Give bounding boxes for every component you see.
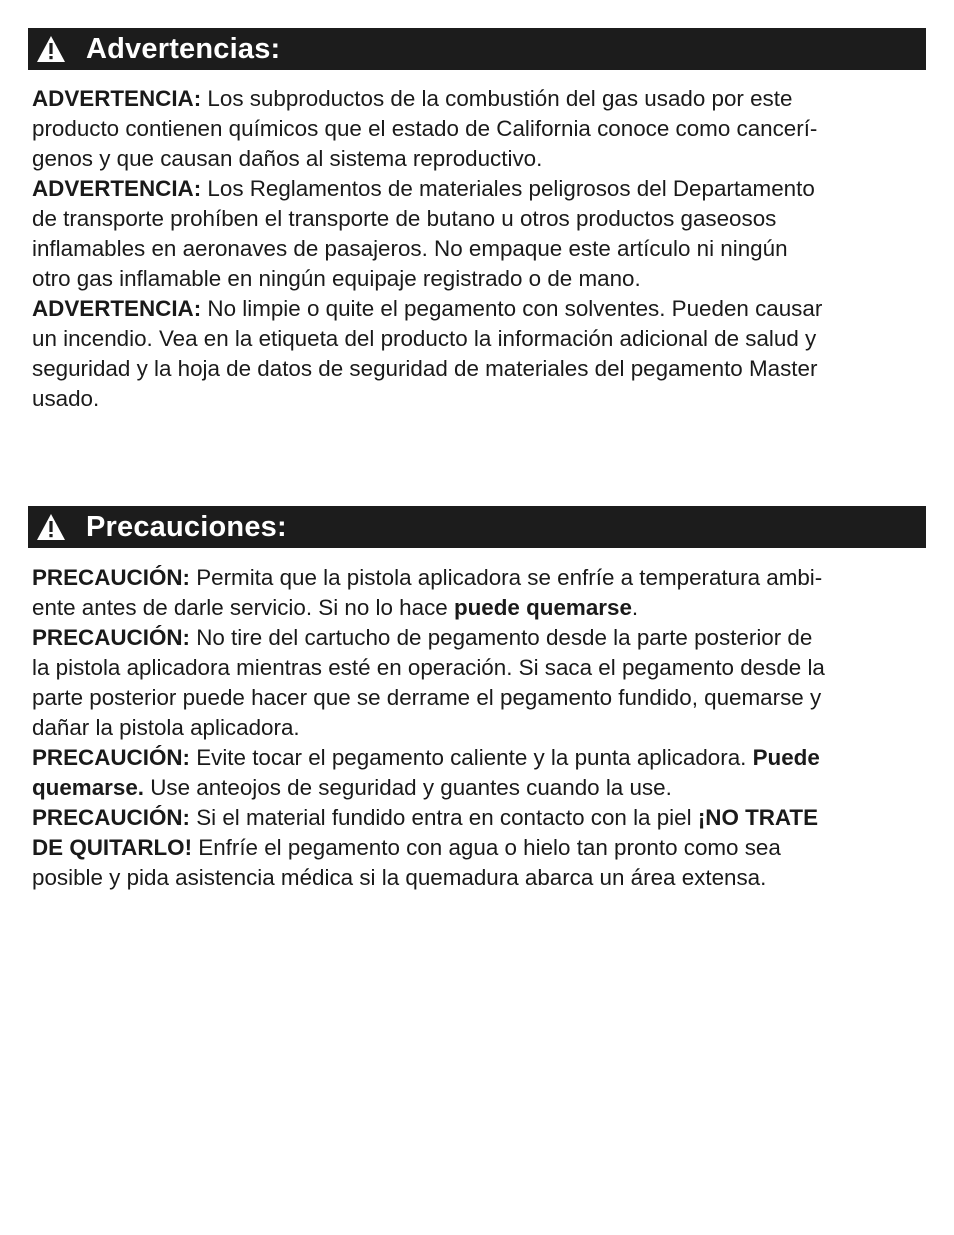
advertencia-paragraph — [32, 294, 924, 414]
advertencia-text: otro gas inflamable en ningún equipaje registrado o de mano. — [32, 266, 641, 291]
precaucion-text: la pistola aplicadora mientras esté en operación. Si saca el pegamento desde la — [32, 655, 825, 680]
warning-triangle-icon — [36, 513, 66, 541]
warning-triangle-icon — [36, 35, 66, 63]
precaucion-text: Use anteojos de seguridad y guantes cuando la use. — [144, 775, 672, 800]
advertencia-label: ADVERTENCIA: — [32, 86, 202, 111]
precaucion-emphasis: ¡NO TRATE — [697, 805, 819, 830]
precaucion-paragraph — [32, 803, 924, 893]
advertencia-text: producto contienen químicos que el estado de California conoce como cancerí- — [32, 116, 818, 141]
precaucion-emphasis: quemarse. — [32, 775, 145, 800]
precaucion-emphasis: puede quemarse — [453, 595, 632, 620]
precaucion-text: Evite tocar el pegamento caliente y la punta aplicadora. — [189, 745, 753, 770]
precaucion-text: No tire del cartucho de pegamento desde la parte posterior de — [189, 625, 813, 650]
advertencia-text: usado. — [32, 386, 100, 411]
advertencia-text: Los subproductos de la combustión del gas usado por este — [201, 86, 793, 111]
advertencia-text: No limpie o quite el pegamento con solventes. Pueden causar — [201, 296, 823, 321]
advertencias-header — [28, 28, 926, 70]
advertencia-paragraph — [32, 84, 924, 174]
precaucion-paragraph — [32, 743, 924, 803]
precaucion-label: PRECAUCIÓN: — [32, 565, 190, 590]
precaucion-text: Enfríe el pegamento con agua o hielo tan pronto como sea — [192, 835, 781, 860]
precauciones-header — [28, 506, 926, 548]
precauciones-title: Precauciones: — [86, 510, 287, 543]
advertencia-text: un incendio. Vea en la etiqueta del producto la información adicional de salud y — [32, 326, 817, 351]
advertencias-body — [32, 84, 924, 414]
precaucion-paragraph — [32, 563, 924, 623]
precaucion-text: ente antes de darle servicio. Si no lo hace — [32, 595, 454, 620]
precaucion-text: dañar la pistola aplicadora. — [32, 715, 300, 740]
precaucion-text: Si el material fundido entra en contacto con la piel — [189, 805, 698, 830]
advertencia-text: de transporte prohíben el transporte de butano u otros productos gaseosos — [32, 206, 777, 231]
advertencia-text: Los Reglamentos de materiales peligrosos del Departamento — [201, 176, 815, 201]
advertencia-text: inflamables en aeronaves de pasajeros. No empaque este artículo ni ningún — [32, 236, 788, 261]
precaucion-label: PRECAUCIÓN: — [32, 745, 190, 770]
precaucion-emphasis: Puede — [752, 745, 820, 770]
advertencia-text: seguridad y la hoja de datos de seguridad de materiales del pegamento Master — [32, 356, 818, 381]
precaucion-label: PRECAUCIÓN: — [32, 805, 190, 830]
precaucion-label: PRECAUCIÓN: — [32, 625, 190, 650]
precaucion-paragraph — [32, 623, 924, 743]
precauciones-body — [32, 563, 924, 893]
advertencia-label: ADVERTENCIA: — [32, 296, 202, 321]
advertencia-paragraph — [32, 174, 924, 294]
precaucion-text: . — [631, 595, 639, 620]
precaucion-emphasis: DE QUITARLO! — [32, 835, 193, 860]
precaucion-text: posible y pida asistencia médica si la quemadura abarca un área extensa. — [32, 865, 767, 890]
advertencia-text: genos y que causan daños al sistema reproductivo. — [32, 146, 543, 171]
precaucion-text: Permita que la pistola aplicadora se enfríe a temperatura ambi- — [189, 565, 823, 590]
advertencias-title: Advertencias: — [86, 32, 281, 65]
advertencia-label: ADVERTENCIA: — [32, 176, 202, 201]
precaucion-text: parte posterior puede hacer que se derrame el pegamento fundido, quemarse y — [32, 685, 822, 710]
